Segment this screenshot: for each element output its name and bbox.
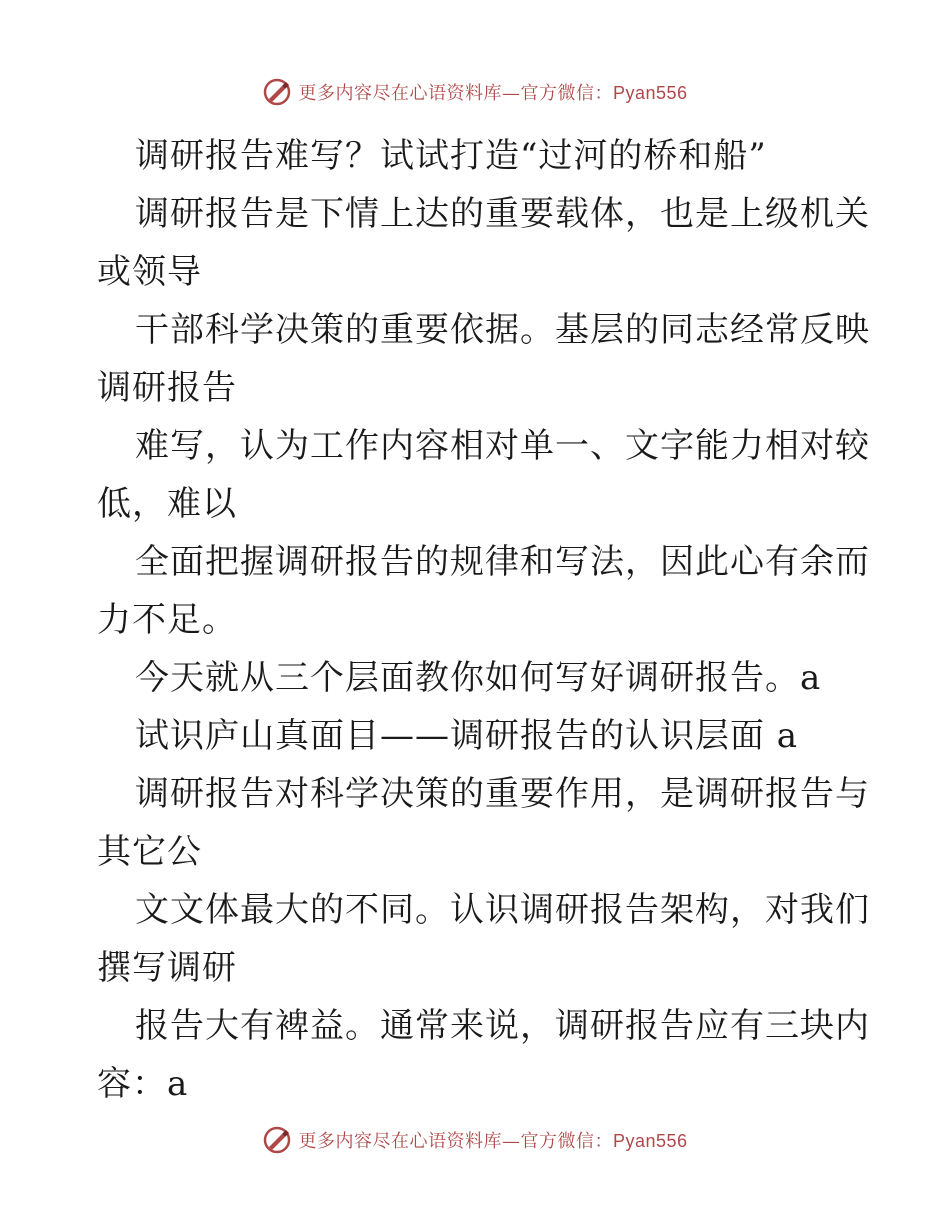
header-watermark-banner bbox=[0, 72, 950, 112]
text-line: 撰写调研 bbox=[97, 948, 237, 988]
text-line: 难写，认为工作内容相对单一、文字能力相对较 bbox=[135, 426, 870, 466]
watermark-label: 更多内容尽在心语资料库—官方微信： bbox=[298, 1131, 613, 1152]
text-line: 文文体最大的不同。认识调研报告架构，对我们 bbox=[135, 890, 870, 930]
text-line: 力不足。 bbox=[97, 600, 237, 640]
watermark-text bbox=[298, 79, 687, 105]
text-line: 调研报告 bbox=[97, 368, 237, 408]
text-line: 全面把握调研报告的规律和写法，因此心有余而 bbox=[135, 542, 870, 582]
text-line: 报告大有裨益。通常来说，调研报告应有三块内 bbox=[135, 1006, 870, 1046]
text-line: 干部科学决策的重要依据。基层的同志经常反映 bbox=[135, 310, 870, 350]
pen-logo-icon bbox=[262, 77, 292, 107]
text-line: 或领导 bbox=[97, 252, 202, 292]
document-body bbox=[97, 127, 870, 1113]
text-line: 调研报告是下情上达的重要载体，也是上级机关 bbox=[135, 194, 870, 234]
text-line: 其它公 bbox=[97, 832, 202, 872]
text-line: 今天就从三个层面教你如何写好调研报告。a bbox=[135, 658, 822, 698]
text-line: 试识庐山真面目——调研报告的认识层面 a bbox=[135, 716, 799, 756]
watermark-label: 更多内容尽在心语资料库—官方微信： bbox=[298, 83, 613, 104]
watermark-contact: Pyan556 bbox=[612, 1131, 688, 1151]
text-line: 低，难以 bbox=[97, 484, 237, 524]
watermark-contact: Pyan556 bbox=[612, 83, 688, 103]
text-line: 调研报告难写？试试打造“过河的桥和船” bbox=[135, 136, 767, 176]
text-line: 调研报告对科学决策的重要作用，是调研报告与 bbox=[135, 774, 870, 814]
pen-logo-icon bbox=[262, 1125, 292, 1155]
footer-watermark-banner bbox=[0, 1120, 950, 1160]
watermark-text bbox=[298, 1127, 687, 1153]
text-line: 容：a bbox=[97, 1064, 189, 1104]
